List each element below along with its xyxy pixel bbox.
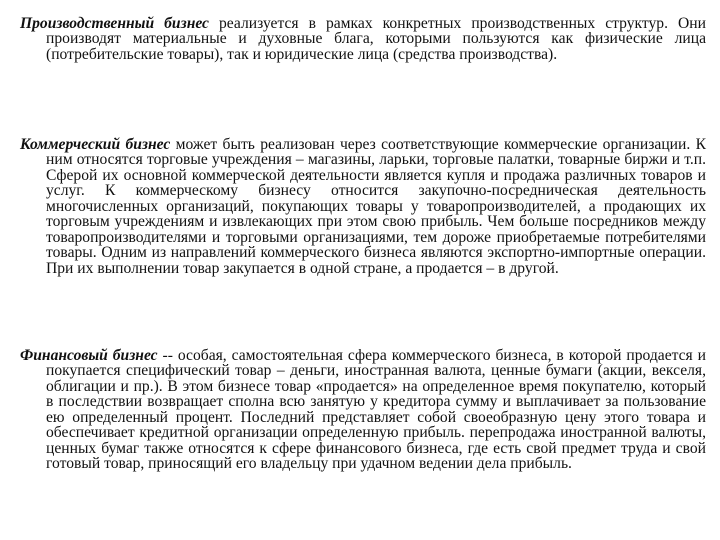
term-production-business: Производственный бизнес <box>20 14 209 32</box>
term-commercial-business: Коммерческий бизнес <box>20 135 171 153</box>
paragraph-text-financial-business: -- особая, самостоятельная сфера коммерческого бизнеса, в которой продается и покупается специфический товар – деньги, иностранная валюта, ценные бумаги (акции, векселя, облигации и пр.). В этом бизнесе товар «продается» на определенное время покупателю, который в последствии возвращает сполна всю занятую у кредитора сумму и выплачивает за пользование ею определенный процент. Последний представляет собой своеобразную цену этого товара и обеспечивает кредитной организации определенную прибыль. перепродажа иностранной валюты, ценных бумаг также относятся к сфере финансового бизнеса, где есть свой предмет труда и свой готовый товар, приносящий его владельцу при удачном ведении дела прибыль. <box>46 346 707 473</box>
term-financial-business: Финансовый бизнес <box>20 346 158 364</box>
paragraph-production-business <box>20 16 706 63</box>
paragraph-commercial-business <box>20 137 706 277</box>
paragraph-text-commercial-business: может быть реализован через соответствующие коммерческие организации. К ним относятся торговые учреждения – магазины, ларьки, торговые палатки, товарные биржи и т.п. Сферой их основной коммерческой деятельности является купля и продажа различных товаров и услуг. К коммерческому бизнесу относится закупочно-посредническая деятельность многочисленных организаций, покупающих товары у товаропроизводителей, а продающих их торговым учреждениям и извлекающих при этом свою прибыль. Чем больше посредников между товаропроизводителями и торговыми организациями, тем дороже приобретаемые потребителями товары. Одним из направлений коммерческого бизнеса являются экспортно-импортные операции. При их выполнении товар закупается в одной стране, а продается – в другой. <box>46 135 706 277</box>
paragraph-text-production-business: реализуется в рамках конкретных производственных структур. Они производят материальные и духовные блага, которыми пользуются как физические лица (потребительские товары), так и юридические лица (средства производства). <box>46 14 706 63</box>
paragraph-financial-business <box>20 348 706 472</box>
